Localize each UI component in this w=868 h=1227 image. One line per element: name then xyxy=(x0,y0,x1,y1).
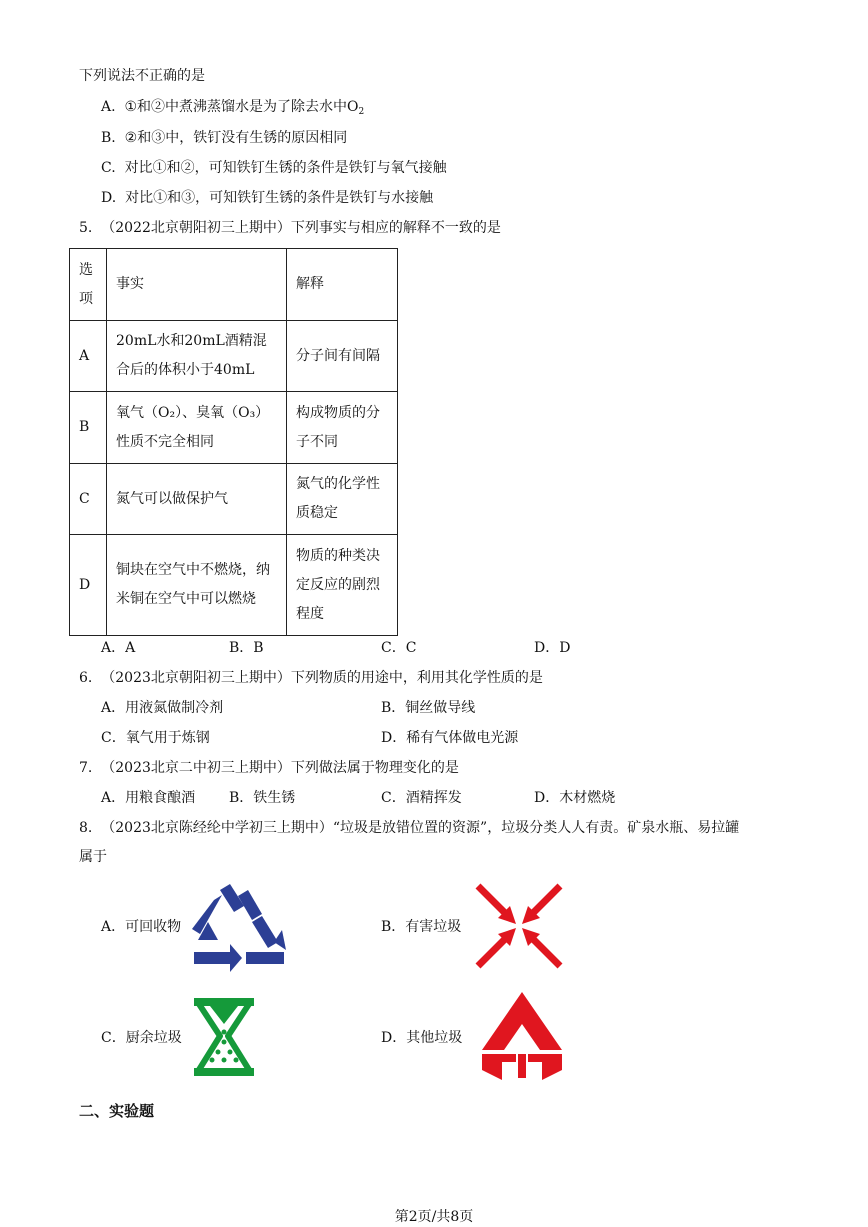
q5-choice-c: C．C xyxy=(381,640,417,656)
q6-number: 6. xyxy=(79,670,93,686)
q6-option-a: A．用液氮做制冷剂 xyxy=(101,700,224,716)
kitchen-waste-icon xyxy=(192,996,256,1078)
q4-option-a-text: ①和②中煮沸蒸馏水是为了除去水中O xyxy=(124,99,359,115)
table-header-explain: 解释 xyxy=(287,249,398,321)
table-cell-option: D xyxy=(70,535,107,636)
q8-option-b: B．有害垃圾 xyxy=(381,919,462,935)
table-cell-fact: 氮气可以做保护气 xyxy=(107,464,287,535)
q4-option-a-label: A. xyxy=(101,99,116,115)
q4-option-b-text: ②和③中，铁钉没有生锈的原因相同 xyxy=(124,130,348,146)
table-header-row xyxy=(70,249,398,321)
q7-option-c: C．酒精挥发 xyxy=(381,790,462,806)
q6-option-c: C．氧气用于炼钢 xyxy=(101,730,210,746)
q6-option-d: D．稀有气体做电光源 xyxy=(381,730,519,746)
table-header-fact: 事实 xyxy=(107,249,287,321)
q8-stem-line1: （2023北京陈经纶中学初三上期中）“垃圾是放错位置的资源”，垃圾分类人人有责。矿泉水瓶、易拉罐 xyxy=(101,820,740,836)
q6-option-b: B．铜丝做导线 xyxy=(381,700,476,716)
q4-option-b xyxy=(101,128,347,148)
q4-option-c xyxy=(101,158,447,178)
q7-option-b: B．铁生锈 xyxy=(229,790,296,806)
q7-stem: （2023北京二中初三上期中）下列做法属于物理变化的是 xyxy=(101,760,459,776)
q7-option-a: A．用粮食酿酒 xyxy=(101,790,196,806)
q5-question xyxy=(79,218,501,238)
section-heading-experiment: 二、实验题 xyxy=(79,1102,155,1120)
hazardous-icon xyxy=(474,882,564,970)
q8-option-d: D．其他垃圾 xyxy=(381,1030,463,1046)
q6-question xyxy=(79,668,543,688)
q4-stem: 下列说法不正确的是 xyxy=(79,68,205,84)
q7-number: 7. xyxy=(79,760,93,776)
q4-option-c-label: C. xyxy=(101,160,116,176)
q5-choice-d: D．D xyxy=(534,640,571,656)
q4-option-a-subscript: 2 xyxy=(358,107,365,117)
table-cell-option: B xyxy=(70,392,107,464)
q8-number: 8. xyxy=(79,820,93,836)
q5-table xyxy=(69,248,398,636)
table-row xyxy=(70,392,398,464)
q4-option-d xyxy=(101,188,433,208)
table-row xyxy=(70,535,398,636)
table-cell-fact: 铜块在空气中不燃烧，纳米铜在空气中可以燃烧 xyxy=(107,535,287,636)
table-row xyxy=(70,464,398,535)
table-cell-fact: 20mL水和20mL酒精混合后的体积小于40mL xyxy=(107,321,287,392)
other-waste-icon xyxy=(480,990,564,1082)
q5-choice-b: B．B xyxy=(229,640,264,656)
table-cell-option: A xyxy=(70,321,107,392)
q8-stem-line2: 属于 xyxy=(79,849,107,865)
q7-option-d: D．木材燃烧 xyxy=(534,790,616,806)
q8-question xyxy=(79,818,739,838)
table-cell-explain: 构成物质的分子不同 xyxy=(287,392,398,464)
q4-option-b-label: B. xyxy=(101,130,116,146)
q8-option-a: A．可回收物 xyxy=(101,919,182,935)
q7-question xyxy=(79,758,459,778)
q6-stem: （2023北京朝阳初三上期中）下列物质的用途中，利用其化学性质的是 xyxy=(101,670,543,686)
table-header-option: 选项 xyxy=(70,249,107,321)
table-cell-explain: 物质的种类决定反应的剧烈程度 xyxy=(287,535,398,636)
table-cell-explain: 分子间有间隔 xyxy=(287,321,398,392)
table-cell-explain: 氮气的化学性质稳定 xyxy=(287,464,398,535)
table-cell-fact: 氧气（O₂）、臭氧（O₃）性质不完全相同 xyxy=(107,392,287,464)
table-cell-option: C xyxy=(70,464,107,535)
table-row xyxy=(70,321,398,392)
page-number: 第2页/共8页 xyxy=(394,1209,474,1225)
q5-stem: （2022北京朝阳初三上期中）下列事实与相应的解释不一致的是 xyxy=(101,220,501,236)
q4-option-d-text: 对比①和③，可知铁钉生锈的条件是铁钉与水接触 xyxy=(125,190,434,206)
q5-choice-a: A．A xyxy=(101,640,136,656)
q4-option-d-label: D. xyxy=(101,190,117,206)
q4-option-a xyxy=(101,97,364,122)
q4-option-c-text: 对比①和②，可知铁钉生锈的条件是铁钉与氧气接触 xyxy=(124,160,447,176)
q5-number: 5. xyxy=(79,220,93,236)
recyclable-icon xyxy=(190,882,288,972)
q8-option-c: C．厨余垃圾 xyxy=(101,1030,182,1046)
